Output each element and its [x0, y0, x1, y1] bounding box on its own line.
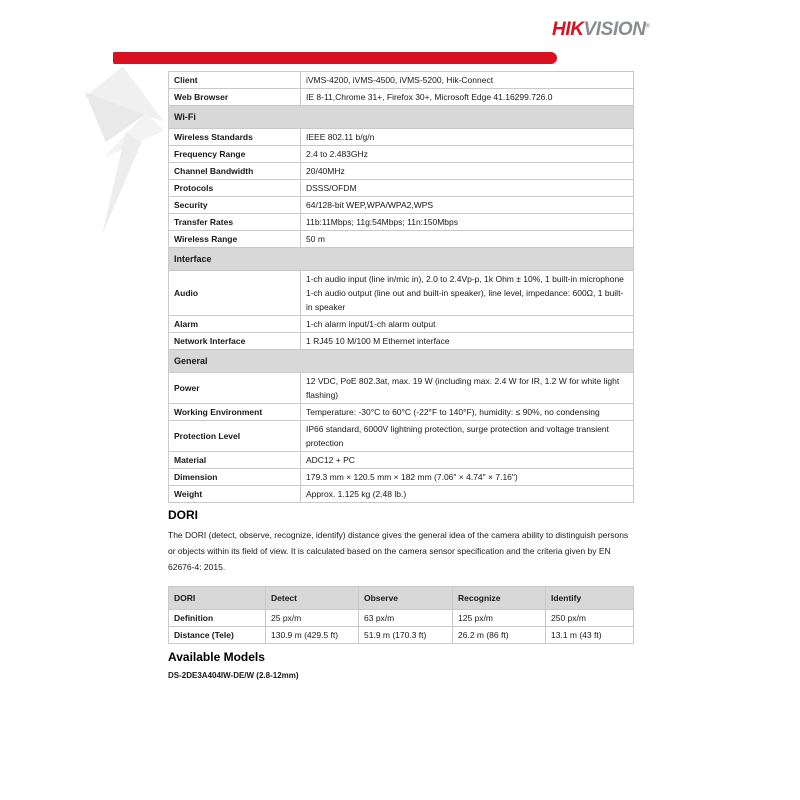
spec-label-cell: Protection Level [169, 421, 301, 452]
spec-label-cell: Channel Bandwidth [169, 163, 301, 180]
spec-value-cell [301, 180, 634, 197]
spec-label-cell: Client [169, 72, 301, 89]
spec-row [169, 271, 634, 316]
dori-section [168, 508, 634, 644]
spec-value-line: 1-ch audio input (line in/mic in), 2.0 to 2.4Vp-p, 1k Ohm ± 10%, 1 built-in microphone [306, 274, 624, 284]
spec-row [169, 316, 634, 333]
spec-value-cell [301, 421, 634, 452]
spec-label-cell: Network Interface [169, 333, 301, 350]
spec-label-cell: Weight [169, 486, 301, 503]
spec-row [169, 129, 634, 146]
dori-header-cell: Identify [546, 587, 634, 610]
spec-section-label: Interface [169, 248, 634, 271]
spec-value-line: IEEE 802.11 b/g/n [306, 132, 375, 142]
spec-value-cell [301, 72, 634, 89]
spec-label-cell: Alarm [169, 316, 301, 333]
dori-heading: DORI [168, 508, 198, 522]
spec-label-cell: Protocols [169, 180, 301, 197]
dori-cell: 26.2 m (86 ft) [453, 627, 546, 644]
spec-section-row [169, 248, 634, 271]
spec-value-line: 50 m [306, 234, 325, 244]
spec-value-cell [301, 89, 634, 106]
spec-value-cell [301, 197, 634, 214]
spec-label-cell: Audio [169, 271, 301, 316]
spec-value-cell [301, 129, 634, 146]
available-models-heading: Available Models [168, 650, 265, 664]
dori-cell: 51.9 m (170.3 ft) [359, 627, 453, 644]
dori-table [168, 586, 634, 644]
spec-label-cell: Power [169, 373, 301, 404]
spec-value-line: Temperature: -30°C to 60°C (-22°F to 140°F), humidity: ≤ 90%, no condensing [306, 407, 600, 417]
spec-row [169, 89, 634, 106]
spec-value-cell [301, 486, 634, 503]
spec-label-cell: Wireless Range [169, 231, 301, 248]
spec-value-line: 1 RJ45 10 M/100 M Ethernet interface [306, 336, 450, 346]
spec-value-line: ADC12 + PC [306, 455, 355, 465]
spec-row [169, 373, 634, 404]
dori-header-cell: Detect [266, 587, 359, 610]
header-red-bar [113, 52, 557, 64]
spec-row [169, 72, 634, 89]
spec-label-cell: Transfer Rates [169, 214, 301, 231]
dori-header-row [169, 587, 634, 610]
dori-header-cell: Recognize [453, 587, 546, 610]
model-list [168, 671, 634, 680]
spec-row [169, 214, 634, 231]
spec-value-cell [301, 271, 634, 316]
spec-value-line: 1-ch audio output (line out and built-in speaker), line level, impedance: 600Ω, 1 built-in speaker [306, 288, 624, 312]
spec-label-cell: Frequency Range [169, 146, 301, 163]
spec-table-body [169, 72, 634, 503]
spec-row [169, 421, 634, 452]
spec-value-line: Approx. 1.125 kg (2.48 lb.) [306, 489, 407, 499]
spec-row [169, 146, 634, 163]
spec-label-cell: Working Environment [169, 404, 301, 421]
dori-description: The DORI (detect, observe, recognize, identify) distance gives the general idea of the camera ability to distinguish persons or objects within its field of view. It is calculated based on the camera sensor specification and the criteria given by EN 62676-4: 2015. [168, 530, 629, 572]
spec-row [169, 163, 634, 180]
dori-cell: 63 px/m [359, 610, 453, 627]
spec-row [169, 333, 634, 350]
spec-value-line: iVMS-4200, iVMS-4500, iVMS-5200, Hik-Connect [306, 75, 494, 85]
dori-row-label: Distance (Tele) [169, 627, 266, 644]
spec-table [168, 71, 634, 503]
spec-value-cell [301, 404, 634, 421]
dori-cell: 250 px/m [546, 610, 634, 627]
spec-value-line: IP66 standard, 6000V lightning protection, surge protection and voltage transient protection [306, 424, 609, 448]
dori-header-cell: DORI [169, 587, 266, 610]
logo-hik-text: HIK [552, 19, 584, 40]
spec-value-line: 12 VDC, PoE 802.3at, max. 19 W (including max. 2.4 W for IR, 1.2 W for white light flashing) [306, 376, 620, 400]
spec-value-line: 20/40MHz [306, 166, 345, 176]
spec-label-cell: Web Browser [169, 89, 301, 106]
spec-value-line: DSSS/OFDM [306, 183, 357, 193]
dori-header-cell: Observe [359, 587, 453, 610]
spec-value-line: 64/128-bit WEP,WPA/WPA2,WPS [306, 200, 434, 210]
spec-row [169, 486, 634, 503]
spec-row [169, 231, 634, 248]
spec-row [169, 197, 634, 214]
spec-row [169, 404, 634, 421]
spec-value-cell [301, 163, 634, 180]
dori-row [169, 610, 634, 627]
dori-cell: 125 px/m [453, 610, 546, 627]
spec-value-cell [301, 231, 634, 248]
spec-section-row [169, 106, 634, 129]
spec-value-cell [301, 333, 634, 350]
spec-value-line: 2.4 to 2.483GHz [306, 149, 368, 159]
spec-row [169, 180, 634, 197]
hikvision-logo [552, 19, 650, 41]
spec-row [169, 452, 634, 469]
spec-row [169, 469, 634, 486]
spec-label-cell: Security [169, 197, 301, 214]
spec-value-cell [301, 452, 634, 469]
spec-label-cell: Wireless Standards [169, 129, 301, 146]
watermark-triangles-icon [78, 63, 164, 235]
logo-vision-text: VISION [583, 19, 646, 40]
dori-cell: 25 px/m [266, 610, 359, 627]
registered-trademark-icon: ® [645, 23, 650, 30]
dori-cell: 13.1 m (43 ft) [546, 627, 634, 644]
spec-value-line: IE 8-11,Chrome 31+, Firefox 30+, Microsoft Edge 41.16299.726.0 [306, 92, 553, 102]
spec-label-cell: Dimension [169, 469, 301, 486]
available-models-section [168, 650, 634, 680]
spec-value-line: 179.3 mm × 120.5 mm × 182 mm (7.06" × 4.74" × 7.16") [306, 472, 518, 482]
spec-value-cell [301, 469, 634, 486]
dori-row [169, 627, 634, 644]
spec-label-cell: Material [169, 452, 301, 469]
spec-section-label: General [169, 350, 634, 373]
spec-value-cell [301, 214, 634, 231]
spec-section-label: Wi-Fi [169, 106, 634, 129]
spec-value-cell [301, 373, 634, 404]
spec-value-line: 1-ch alarm input/1-ch alarm output [306, 319, 436, 329]
spec-value-line: 11b:11Mbps; 11g:54Mbps; 11n:150Mbps [306, 217, 458, 227]
dori-row-label: Definition [169, 610, 266, 627]
dori-table-body [169, 610, 634, 644]
model-item: DS-2DE3A404IW-DE/W (2.8-12mm) [168, 671, 299, 680]
spec-value-cell [301, 146, 634, 163]
spec-value-cell [301, 316, 634, 333]
dori-cell: 130.9 m (429.5 ft) [266, 627, 359, 644]
spec-section-row [169, 350, 634, 373]
